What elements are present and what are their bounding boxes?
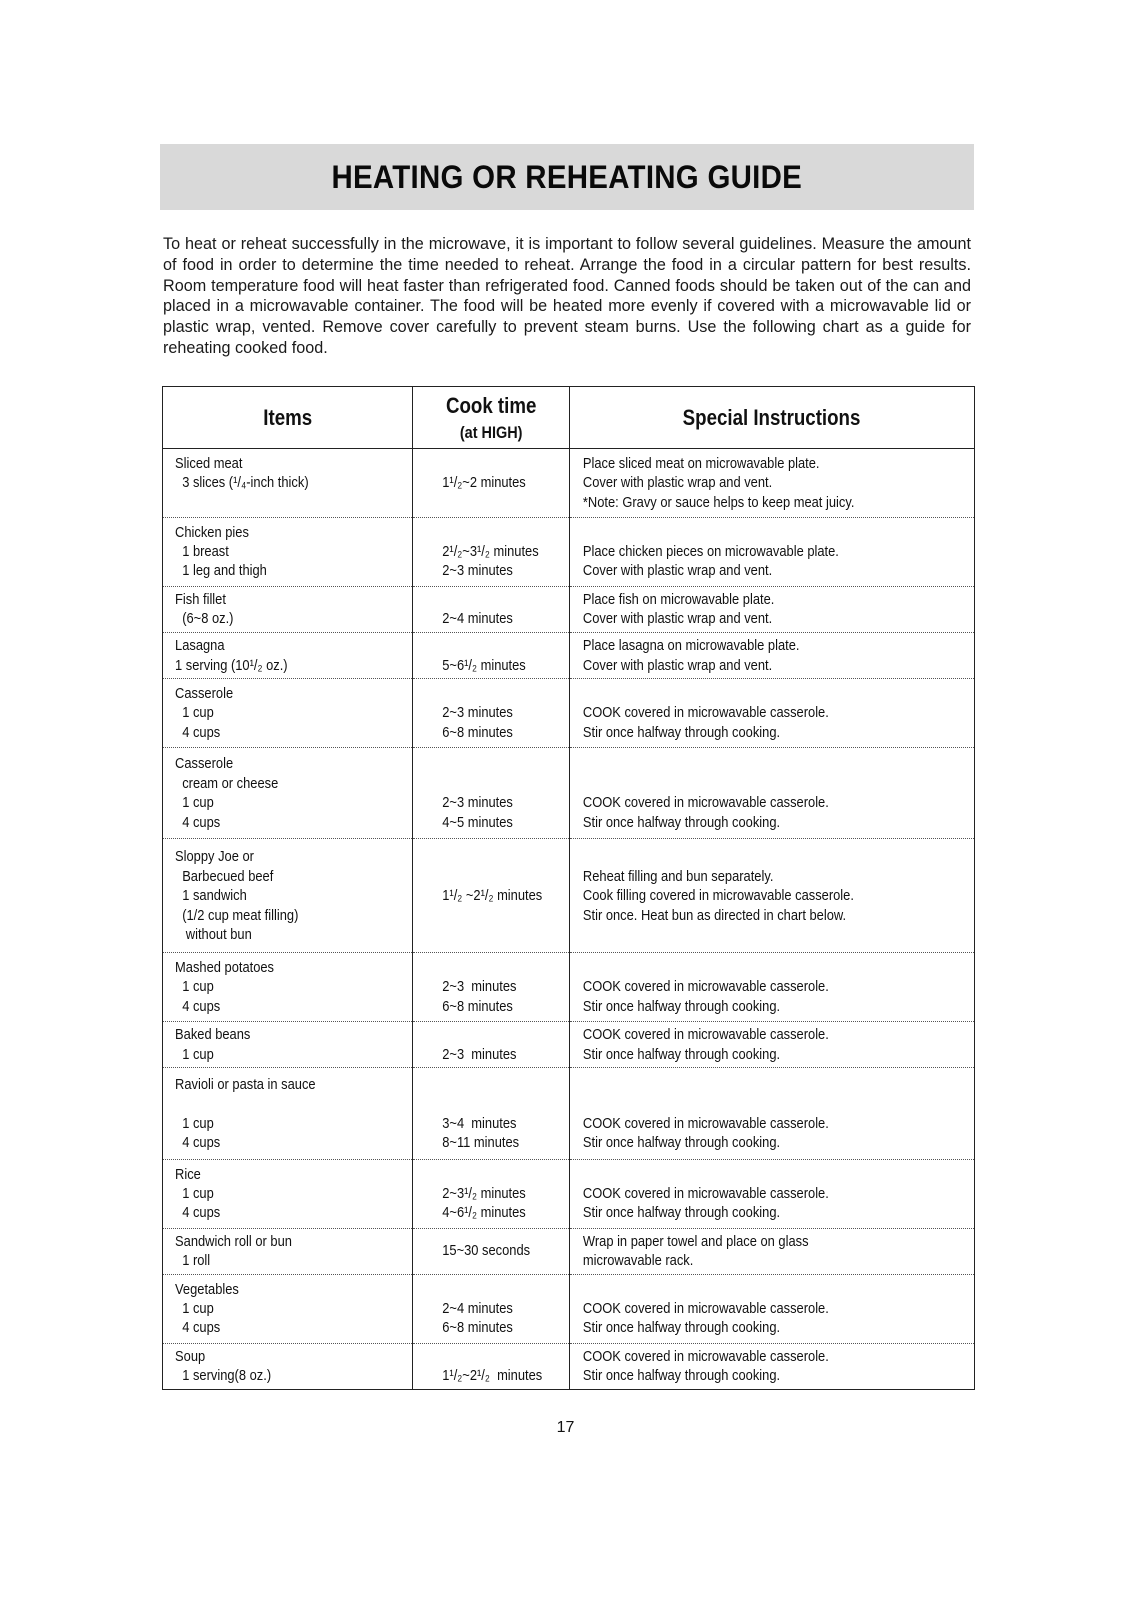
instruction-cell (570, 586, 975, 632)
instruction-cell (570, 1159, 975, 1228)
item-cell-line (175, 1094, 377, 1113)
cook-time-cell-line (442, 867, 547, 886)
cook-time-cell (413, 1159, 570, 1228)
cook-time-cell (413, 747, 570, 838)
cook-time-cell-line: 2~4 minutes (442, 610, 513, 628)
table-row (163, 632, 975, 678)
cook-time-cell (413, 1274, 570, 1343)
item-cell (163, 1022, 413, 1068)
instruction-cell (570, 953, 975, 1022)
cook-time-cell-line (442, 523, 547, 542)
item-cell-line: Casserole (175, 755, 234, 773)
item-cell-line: 1 cup (175, 978, 214, 996)
item-cell-line: Ravioli or pasta in sauce (175, 1075, 316, 1093)
instruction-cell (570, 839, 975, 953)
table-row (163, 1068, 975, 1159)
instruction-cell-line (583, 1165, 918, 1184)
table-body (163, 449, 975, 1390)
cook-time-cell-line (442, 636, 547, 655)
instruction-cell (570, 1022, 975, 1068)
instruction-cell (570, 517, 975, 586)
table-row (163, 747, 975, 838)
item-cell-line: 4 cups (175, 997, 221, 1015)
instruction-cell-line: Stir once halfway through cooking. (582, 1319, 781, 1337)
item-cell (163, 953, 413, 1022)
header-cook-time: Cook time (at HIGH) (413, 387, 570, 449)
item-cell-line: (1/2 cup meat filling) (175, 906, 299, 924)
item-cell (163, 517, 413, 586)
instruction-cell-line: Cover with plastic wrap and vent. (582, 474, 773, 492)
item-cell-line: 1 serving(8 oz.) (175, 1367, 272, 1385)
instruction-cell-line: COOK covered in microwavable casserole. (582, 1184, 829, 1202)
item-cell (163, 449, 413, 518)
instruction-cell-line: Cook filling covered in microwavable casserole. (582, 887, 854, 905)
item-cell-line: Casserole (175, 684, 234, 702)
cook-time-cell-line (442, 1280, 547, 1299)
item-cell-line: 1 cup (175, 1045, 214, 1063)
table-row (163, 1159, 975, 1228)
instruction-cell (570, 1228, 975, 1274)
item-cell-line: 3 slices (¹/₄-inch thick) (175, 474, 309, 492)
instruction-cell-line (583, 925, 918, 944)
item-cell-line: 4 cups (175, 1319, 221, 1337)
item-cell (163, 1159, 413, 1228)
item-cell-line: (6~8 oz.) (175, 610, 234, 628)
instruction-cell-line: Place sliced meat on microwavable plate. (582, 454, 820, 472)
instruction-cell-line: microwavable rack. (582, 1252, 694, 1270)
cook-time-cell-line: 2¹/₂~3¹/₂ minutes (442, 543, 539, 561)
cook-time-cell-line: 3~4 minutes (442, 1114, 517, 1132)
table-row (163, 1274, 975, 1343)
table-row (163, 679, 975, 748)
instruction-cell-line: Wrap in paper towel and place on glass (582, 1232, 809, 1250)
instruction-cell-line: Stir once halfway through cooking. (582, 1367, 781, 1385)
instruction-cell-line: COOK covered in microwavable casserole. (582, 1300, 829, 1317)
item-cell-line: 1 cup (175, 1300, 214, 1317)
instruction-cell-line: Cover with plastic wrap and vent. (582, 656, 773, 674)
item-cell-line: Barbecued beef (175, 867, 274, 885)
instruction-cell-line (583, 523, 918, 542)
item-cell (163, 1343, 413, 1389)
item-cell-line: 4 cups (175, 1133, 221, 1151)
item-cell-line: Mashed potatoes (175, 959, 275, 977)
instruction-cell-line (583, 1075, 918, 1094)
item-cell-line: 1 cup (175, 1114, 214, 1132)
cook-time-cell-line: 8~11 minutes (442, 1133, 520, 1151)
instruction-cell (570, 679, 975, 748)
table-header-row (163, 387, 975, 449)
instruction-cell-line: Reheat filling and bun separately. (582, 867, 774, 885)
instruction-cell-line: Stir once halfway through cooking. (582, 1045, 781, 1063)
instruction-cell-line: COOK covered in microwavable casserole. (582, 1347, 829, 1365)
reheating-guide-table (162, 386, 975, 1390)
table-row (163, 953, 975, 1022)
cook-time-cell (413, 839, 570, 953)
page-title: HEATING OR REHEATING GUIDE (331, 158, 803, 195)
cook-time-cell-line (442, 1025, 547, 1044)
item-cell-line: 1 breast (175, 543, 229, 561)
item-cell-line: Vegetables (175, 1280, 239, 1298)
item-cell-line: Soup (175, 1347, 206, 1365)
item-cell-line: Sloppy Joe or (175, 848, 254, 866)
cook-time-cell-line (442, 958, 547, 977)
instruction-cell-line: Stir once. Heat bun as directed in chart below. (582, 906, 847, 924)
cook-time-cell (413, 1343, 570, 1389)
item-cell-line: 1 cup (175, 794, 214, 812)
item-cell (163, 632, 413, 678)
cook-time-cell-line (442, 1094, 547, 1113)
item-cell-line: 4 cups (175, 1204, 221, 1222)
cook-time-cell-line: 5~6¹/₂ minutes (442, 656, 526, 674)
instruction-cell-line: Stir once halfway through cooking. (582, 1133, 781, 1151)
item-cell-line: 4 cups (175, 723, 221, 741)
item-cell-line: 1 roll (175, 1252, 211, 1270)
table-row (163, 1343, 975, 1389)
cook-time-cell (413, 449, 570, 518)
item-cell-line: 1 cup (175, 704, 214, 722)
header-items: Items (163, 387, 413, 449)
table-row (163, 1228, 975, 1274)
cook-time-cell-line (442, 906, 547, 925)
cook-time-cell-line (442, 847, 547, 866)
cook-time-cell-line (442, 754, 547, 773)
cook-time-cell-line (442, 925, 547, 944)
intro-paragraph: To heat or reheat successfully in the microwave, it is important to follow several guidelines. Measure the amount of food in order to determine the time needed to reheat. Arrange the food in a circular pattern for best results. Room temperature food will heat faster than refrigerated food. Canned foods should be taken out of the can and placed in a microwavable container. The food will be heated more evenly if covered with a microwavable lid or plastic wrap, vented. Remove cover carefully to prevent steam burns. Use the following chart as a guide for reheating cooked food. (163, 235, 971, 357)
item-cell-line: 1 serving (10¹/₂ oz.) (175, 656, 288, 674)
item-cell (163, 1274, 413, 1343)
cook-time-cell-line: 1¹/₂~2 minutes (442, 474, 526, 492)
instruction-cell-line: COOK covered in microwavable casserole. (582, 1114, 829, 1132)
instruction-cell-line: COOK covered in microwavable casserole. (582, 794, 829, 812)
item-cell-line: Lasagna (175, 637, 225, 655)
cook-time-cell (413, 632, 570, 678)
instruction-cell-line (583, 684, 918, 703)
instruction-cell-line (583, 774, 918, 793)
instruction-cell-line: Place fish on microwavable plate. (582, 590, 775, 608)
instruction-cell-line: Cover with plastic wrap and vent. (582, 610, 773, 628)
cook-time-cell (413, 953, 570, 1022)
instruction-cell-line: Stir once halfway through cooking. (582, 813, 781, 831)
cook-time-cell-line: 1¹/₂~2¹/₂ minutes (442, 1367, 543, 1385)
instruction-cell-line: COOK covered in microwavable casserole. (582, 704, 829, 722)
instruction-cell (570, 1068, 975, 1159)
cook-time-cell-line: 4~5 minutes (442, 813, 513, 831)
instruction-cell-line: Place chicken pieces on microwavable plate. (582, 543, 839, 561)
cook-time-cell (413, 679, 570, 748)
item-cell-line: Sandwich roll or bun (175, 1232, 292, 1250)
instruction-cell-line: COOK covered in microwavable casserole. (582, 978, 829, 996)
cook-time-cell-line (442, 774, 547, 793)
cook-time-cell (413, 586, 570, 632)
item-cell-line: 1 cup (175, 1184, 214, 1202)
item-cell (163, 1228, 413, 1274)
instruction-cell-line: Place lasagna on microwavable plate. (582, 637, 800, 655)
cook-time-cell-line (442, 1075, 547, 1094)
cook-time-cell-line (442, 493, 547, 512)
item-cell-line: cream or cheese (175, 774, 279, 792)
cook-time-cell-line: 2~3¹/₂ minutes (442, 1184, 526, 1202)
cook-time-cell-line: 2~4 minutes (442, 1300, 513, 1317)
cook-time-cell (413, 1068, 570, 1159)
item-cell-line: 4 cups (175, 813, 221, 831)
item-cell-line: Rice (175, 1165, 201, 1183)
cook-time-cell-line (442, 454, 547, 473)
instruction-cell-line (583, 958, 918, 977)
instruction-cell (570, 1343, 975, 1389)
instruction-cell-line: Stir once halfway through cooking. (582, 1204, 781, 1222)
cook-time-cell-line: 6~8 minutes (442, 1319, 513, 1337)
item-cell (163, 839, 413, 953)
cook-time-cell-line: 6~8 minutes (442, 997, 513, 1015)
cook-time-cell-line (442, 1165, 547, 1184)
instruction-cell-line: *Note: Gravy or sauce helps to keep meat juicy. (582, 493, 855, 511)
cook-time-cell-line: 2~3 minutes (442, 562, 513, 580)
table-row (163, 839, 975, 953)
instruction-cell-line (583, 1280, 918, 1299)
instruction-cell (570, 1274, 975, 1343)
item-cell (163, 679, 413, 748)
cook-time-cell-line: 1¹/₂ ~2¹/₂ minutes (442, 887, 543, 905)
cook-time-cell (413, 1228, 570, 1274)
instruction-cell-line: COOK covered in microwavable casserole. (582, 1026, 829, 1044)
instruction-cell-line (583, 1094, 918, 1113)
page-number: 17 (556, 1419, 575, 1436)
cook-time-cell-line (442, 590, 547, 609)
item-cell-line: Fish fillet (175, 590, 226, 608)
item-cell-line (175, 493, 377, 512)
cook-time-cell (413, 1022, 570, 1068)
instruction-cell-line (583, 754, 918, 773)
cook-time-cell-line: 2~3 minutes (442, 1045, 517, 1063)
instruction-cell-line (583, 847, 918, 866)
table-row (163, 449, 975, 518)
item-cell-line: Sliced meat (175, 454, 243, 472)
title-banner (160, 144, 974, 210)
cook-time-cell-line: 2~3 minutes (442, 704, 513, 722)
cook-time-cell-line: 2~3 minutes (442, 978, 517, 996)
item-cell (163, 1068, 413, 1159)
cook-time-cell-line: 2~3 minutes (442, 794, 513, 812)
item-cell-line: without bun (175, 925, 252, 943)
cook-time-cell-line (442, 1347, 547, 1366)
cook-time-cell-line: 15~30 seconds (442, 1242, 531, 1260)
item-cell (163, 586, 413, 632)
instruction-cell (570, 747, 975, 838)
instruction-cell-line: Stir once halfway through cooking. (582, 723, 781, 741)
instruction-cell (570, 449, 975, 518)
item-cell-line: 1 leg and thigh (175, 562, 267, 580)
cook-time-cell-line (442, 684, 547, 703)
instruction-cell (570, 632, 975, 678)
cook-time-cell-line: 4~6¹/₂ minutes (442, 1204, 526, 1222)
header-special-instructions: Special Instructions (570, 387, 975, 449)
item-cell (163, 747, 413, 838)
item-cell-line: Chicken pies (175, 523, 249, 541)
instruction-cell-line: Cover with plastic wrap and vent. (582, 562, 773, 580)
instruction-cell-line: Stir once halfway through cooking. (582, 997, 781, 1015)
item-cell-line: Baked beans (175, 1026, 251, 1044)
cook-time-cell-line: 6~8 minutes (442, 723, 513, 741)
table-row (163, 1022, 975, 1068)
item-cell-line: 1 sandwich (175, 887, 247, 905)
cook-time-cell (413, 517, 570, 586)
table-row (163, 586, 975, 632)
table-row (163, 517, 975, 586)
